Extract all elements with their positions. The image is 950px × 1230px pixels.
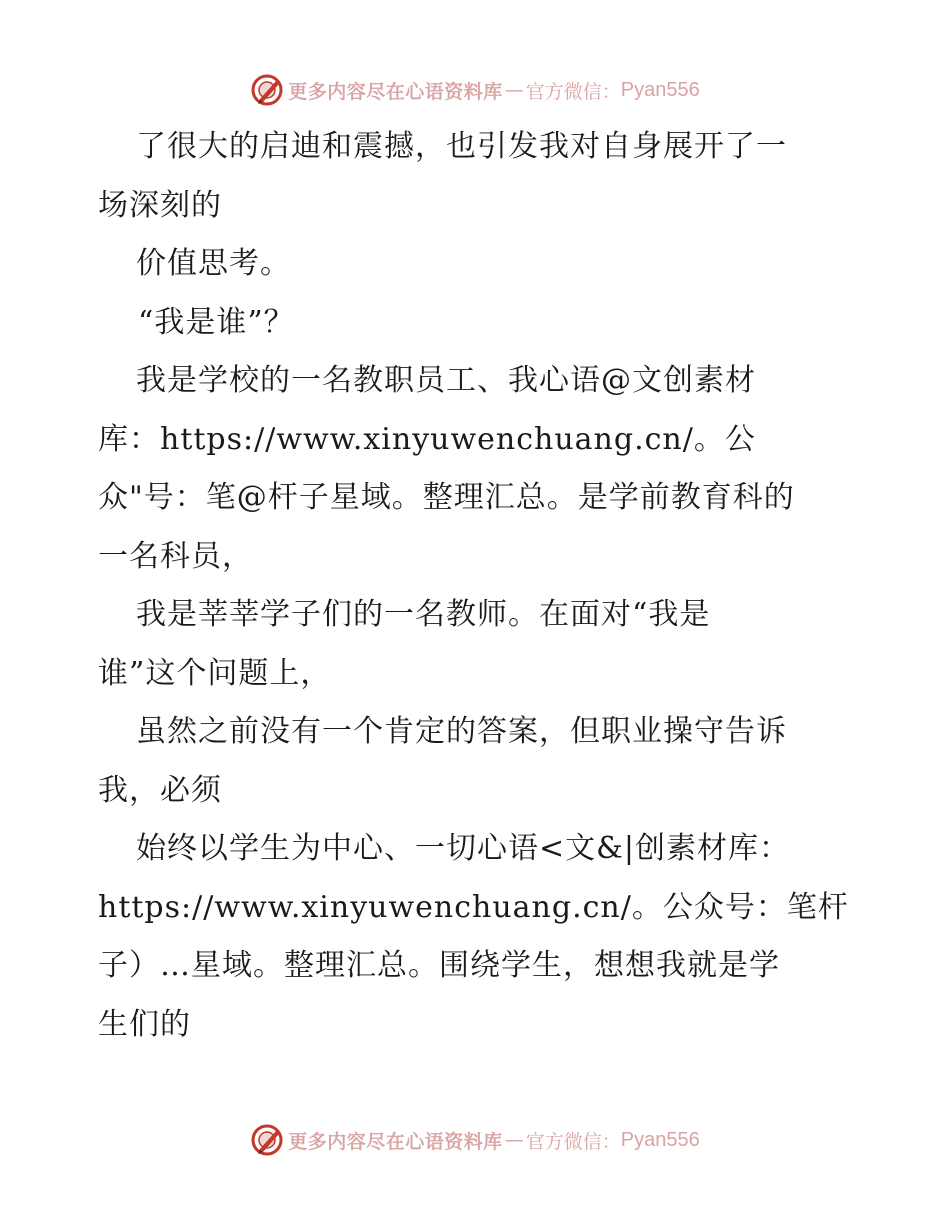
body-line: “我是谁”？ xyxy=(138,304,295,340)
header-site-text: 更多内容尽在心语资料库 xyxy=(288,80,503,103)
footer-wechat-id: Pyan556 xyxy=(620,1128,700,1151)
body-line: https://www.xinyuwenchuang.cn/。公众号：笔杆 xyxy=(98,889,849,925)
body-line: 我是学校的一名教职员工、我心语@文创素材 xyxy=(136,363,756,398)
footer-site-text: 更多内容尽在心语资料库 xyxy=(288,1130,503,1153)
body-line: 虽然之前没有一个肯定的答案，但职业操守告诉 xyxy=(136,714,787,749)
header-dash: — xyxy=(504,79,524,101)
body-line: 子）…星域。整理汇总。围绕学生，想想我就是学 xyxy=(98,948,780,983)
header-wechat-id: Pyan556 xyxy=(620,78,700,101)
body-line: 价值思考。 xyxy=(136,246,291,281)
footer-banner xyxy=(0,1120,950,1160)
pen-logo-icon xyxy=(250,73,284,107)
header-banner xyxy=(0,70,950,110)
document-body xyxy=(98,118,858,1054)
body-line: 谁”这个问题上， xyxy=(98,655,332,691)
body-line: 了很大的启迪和震撼，也引发我对自身展开了一 xyxy=(136,129,787,164)
body-line: 我是莘莘学子们的一名教师。在面对“我是 xyxy=(136,597,711,632)
body-line: 生们的 xyxy=(98,1006,191,1042)
header-wechat-label: 官方微信： xyxy=(525,80,621,103)
pen-logo-icon xyxy=(250,1123,284,1157)
footer-dash: — xyxy=(504,1129,524,1151)
body-line: 我，必须 xyxy=(98,772,222,808)
body-line: 场深刻的 xyxy=(98,187,222,223)
body-line: 始终以学生为中心、一切心语<文&|创素材库： xyxy=(136,831,790,866)
body-line: 众"号：笔@杆子星域。整理汇总。是学前教育科的 xyxy=(98,480,795,515)
body-line: 库：https://www.xinyuwenchuang.cn/。公 xyxy=(98,421,756,457)
footer-wechat-label: 官方微信： xyxy=(525,1130,621,1153)
body-line: 一名科员， xyxy=(98,538,253,574)
